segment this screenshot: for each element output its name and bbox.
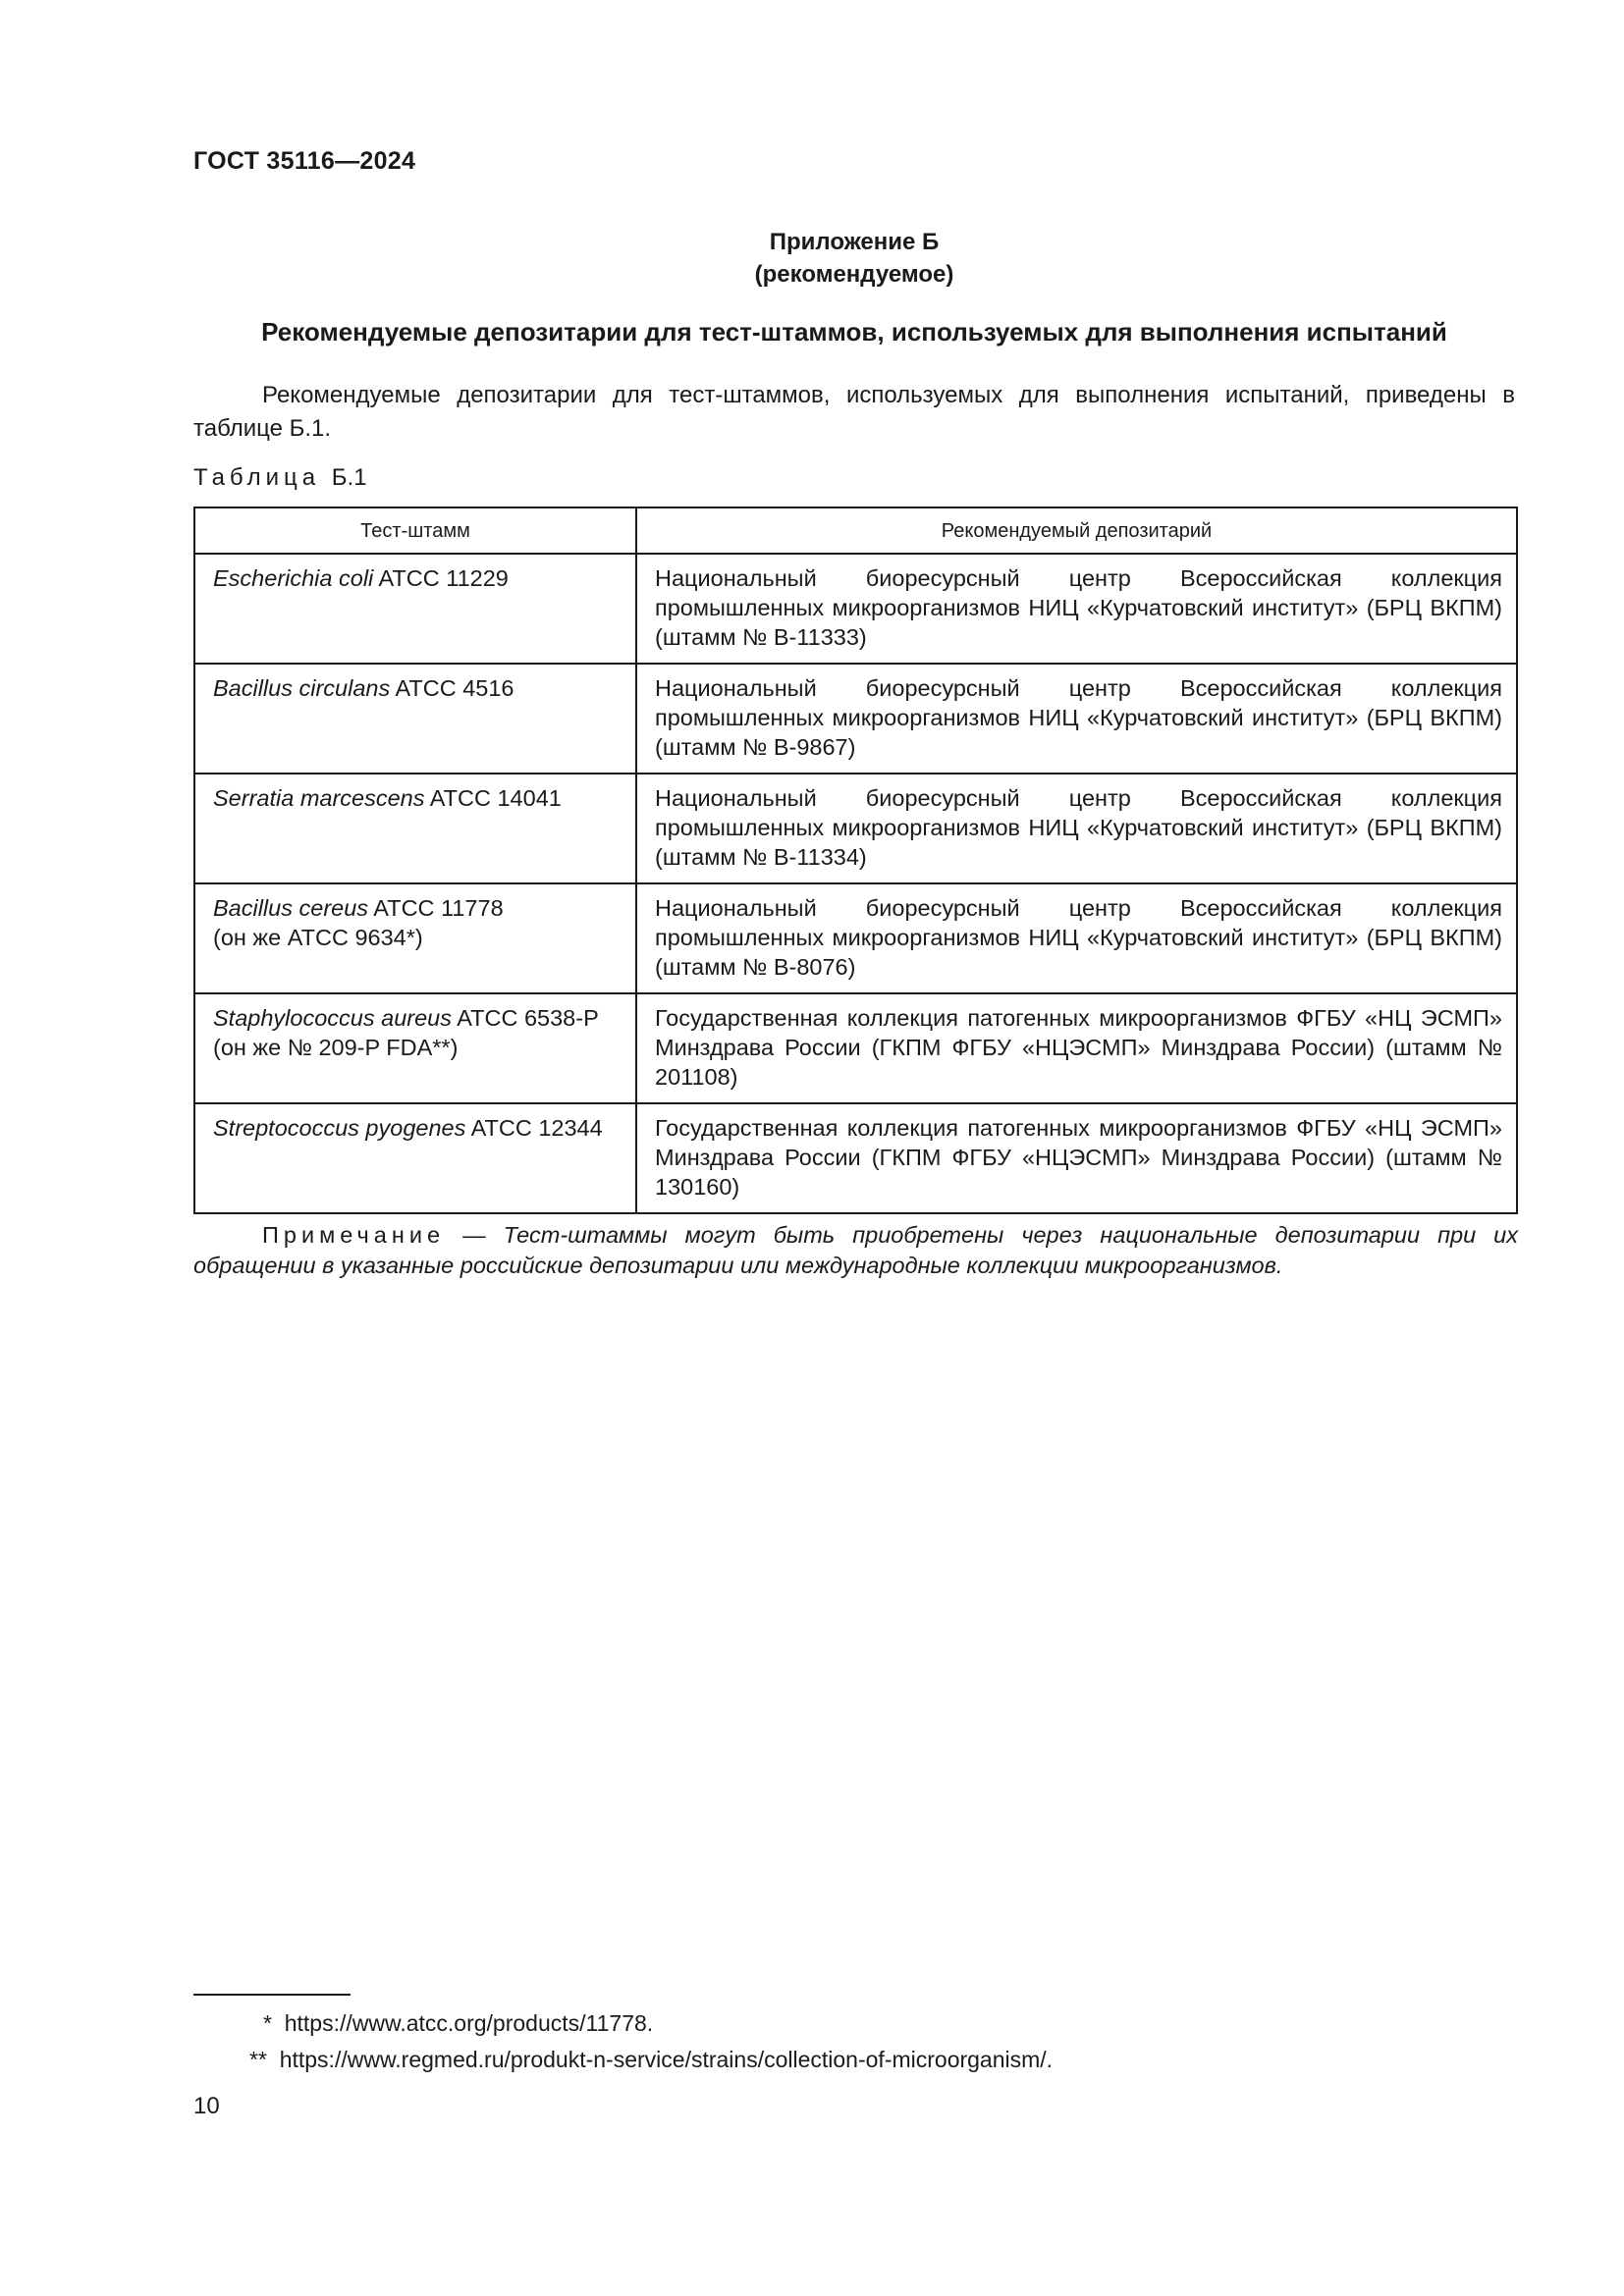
note-dash: —	[445, 1222, 504, 1248]
strain-cell	[194, 993, 636, 1103]
species-name: Escherichia coli	[213, 565, 374, 591]
species-name: Bacillus circulans	[213, 675, 391, 701]
intro-paragraph: Рекомендуемые депозитарии для тест-штаммов, используемых для выполнения испытаний, приведены в таблице Б.1.	[193, 382, 1515, 442]
note-text: Тест-штаммы могут быть приобретены через национальные депозитарии при их обращении в указанные российские депозитарии или международные коллекции микроорганизмов.	[193, 1222, 1518, 1278]
footnote-link[interactable]: https://www.atcc.org/products/11778.	[284, 2010, 654, 2036]
depositary-cell: Национальный биоресурсный центр Всероссийская коллекция промышленных микроорганизмов НИЦ «Курчатовский институт» (БРЦ ВКПМ) (штамм № B-11333)	[636, 554, 1517, 664]
table-row	[194, 554, 1517, 664]
header-test-strain: Тест-штамм	[194, 507, 636, 554]
table-row	[194, 993, 1517, 1103]
footnote-link[interactable]: https://www.regmed.ru/produkt-n-service/strains/collection-of-microorganism/.	[279, 2047, 1054, 2072]
page-number: 10	[193, 2093, 220, 2119]
section-title: Рекомендуемые депозитарии для тест-штаммов, используемых для выполнения испытаний	[261, 317, 1447, 347]
document-id: ГОСТ 35116—2024	[193, 147, 416, 175]
species-name: Streptococcus pyogenes	[213, 1115, 466, 1141]
footnote-divider	[193, 1994, 351, 1996]
footnote-marker: *	[263, 2010, 272, 2036]
species-name: Staphylococcus aureus	[213, 1005, 452, 1031]
table-caption-label: Таблица	[193, 464, 321, 491]
strain-alias: (он же ATCC 9634*)	[213, 925, 423, 950]
table-header-row	[194, 507, 1517, 554]
appendix-status: (рекомендуемое)	[754, 261, 954, 288]
depositary-cell: Национальный биоресурсный центр Всероссийская коллекция промышленных микроорганизмов НИЦ «Курчатовский институт» (БРЦ ВКПМ) (штамм № B-8076)	[636, 883, 1517, 993]
footnote-marker: **	[249, 2047, 267, 2072]
species-name: Serratia marcescens	[213, 785, 425, 811]
strain-code: ATCC 12344	[465, 1115, 603, 1141]
strains-table	[193, 507, 1518, 1214]
strain-code: ATCC 11229	[373, 565, 509, 591]
strain-cell	[194, 774, 636, 883]
table-row	[194, 1103, 1517, 1213]
strain-code: ATCC 11778	[368, 895, 504, 921]
strain-alias: (он же № 209-P FDA**)	[213, 1035, 459, 1060]
note-label: Примечание	[262, 1222, 446, 1248]
appendix-title: Приложение Б	[769, 229, 940, 255]
strain-cell	[194, 883, 636, 993]
table-row	[194, 883, 1517, 993]
table-caption	[193, 464, 367, 492]
table-row	[194, 774, 1517, 883]
appendix-heading	[193, 226, 1515, 291]
strain-code: ATCC 4516	[390, 675, 514, 701]
table-note	[193, 1220, 1518, 1281]
table-row	[194, 664, 1517, 774]
depositary-cell: Государственная коллекция патогенных микроорганизмов ФГБУ «НЦ ЭСМП» Минздрава России (ГКПМ ФГБУ «НЦЭСМП» Минздрава России) (штамм № 201108)	[636, 993, 1517, 1103]
table-caption-number: Б.1	[331, 464, 367, 491]
depositary-cell: Национальный биоресурсный центр Всероссийская коллекция промышленных микроорганизмов НИЦ «Курчатовский институт» (БРЦ ВКПМ) (штамм № B-11334)	[636, 774, 1517, 883]
strain-code: ATCC 14041	[424, 785, 562, 811]
strain-cell	[194, 1103, 636, 1213]
strain-code: ATCC 6538-P	[451, 1005, 599, 1031]
footnote-2	[249, 2047, 1053, 2073]
depositary-cell: Государственная коллекция патогенных микроорганизмов ФГБУ «НЦ ЭСМП» Минздрава России (ГКПМ ФГБУ «НЦЭСМП» Минздрава России) (штамм № 130160)	[636, 1103, 1517, 1213]
header-depositary: Рекомендуемый депозитарий	[636, 507, 1517, 554]
depositary-cell: Национальный биоресурсный центр Всероссийская коллекция промышленных микроорганизмов НИЦ «Курчатовский институт» (БРЦ ВКПМ) (штамм № B-9867)	[636, 664, 1517, 774]
strain-cell	[194, 664, 636, 774]
species-name: Bacillus cereus	[213, 895, 369, 921]
strain-cell	[194, 554, 636, 664]
footnote-1	[263, 2010, 653, 2037]
